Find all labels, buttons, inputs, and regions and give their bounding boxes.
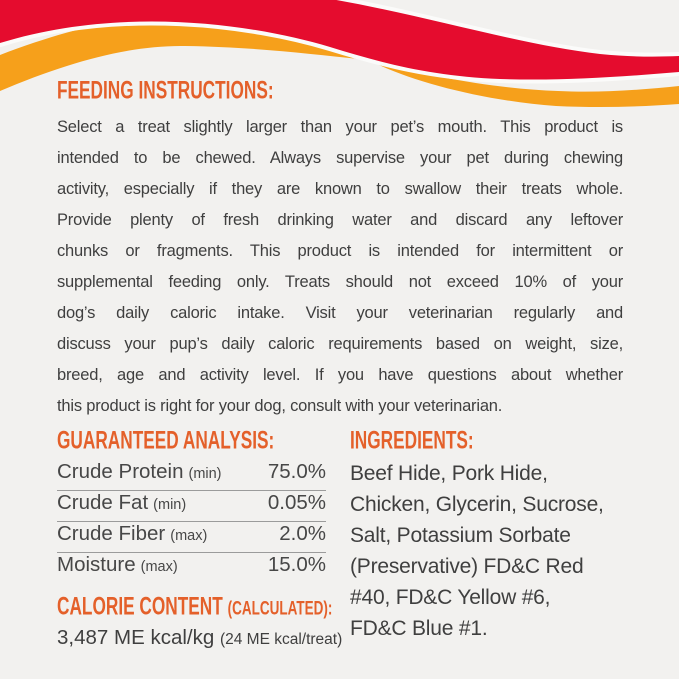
calorie-heading-qualifier: (CALCULATED):: [227, 597, 333, 619]
analysis-label: Moisture: [57, 553, 136, 576]
text-line: Select a treat slightly larger than your pet’s mouth. This product is: [57, 118, 623, 136]
calorie-per-treat: (24 ME kcal/treat): [219, 631, 343, 648]
ingredient-line: (Preservative) FD&C Red: [350, 555, 584, 578]
ingredient-line: Beef Hide, Pork Hide,: [350, 462, 548, 485]
analysis-row: [57, 553, 326, 583]
guaranteed-analysis-heading-text: GUARANTEED ANALYSIS:: [57, 425, 275, 454]
analysis-row: [57, 460, 326, 491]
ingredient-line: FD&C Blue #1.: [350, 617, 488, 640]
analysis-value: 0.05%: [267, 491, 326, 514]
analysis-qualifier: (min): [188, 466, 222, 482]
text-line: discuss your pup’s daily caloric requirements based on weight, size,: [57, 335, 623, 353]
guaranteed-analysis-heading: [57, 425, 347, 454]
text-line: activity, especially if they are known to swallow their treats whole.: [57, 180, 623, 198]
analysis-qualifier: (max): [170, 528, 208, 544]
analysis-qualifier: (min): [153, 497, 187, 513]
analysis-qualifier: (max): [140, 559, 178, 575]
ingredients-heading-text: INGREDIENTS:: [350, 425, 474, 454]
ingredient-line: Chicken, Glycerin, Sucrose,: [350, 493, 604, 516]
calorie-heading-main: CALORIE CONTENT: [57, 591, 223, 620]
analysis-row: [57, 522, 326, 553]
feeding-instructions-heading: [57, 75, 346, 104]
calorie-content-heading-text: [57, 593, 332, 621]
text-line: this product is right for your dog, consult with your veterinarian.: [57, 397, 503, 415]
calorie-value: 3,487 ME kcal/kg: [57, 626, 215, 649]
calorie-value-line: [57, 626, 342, 650]
ingredient-line: #40, FD&C Yellow #6,: [350, 586, 551, 609]
ingredients-text: [350, 458, 670, 644]
feeding-instructions-text: [57, 112, 623, 422]
analysis-label: Crude Fiber: [57, 522, 166, 545]
text-line: breed, age and activity level. If you have questions about whether: [57, 366, 623, 384]
feeding-instructions-heading-text: FEEDING INSTRUCTIONS:: [57, 75, 274, 104]
ingredient-line: Salt, Potassium Sorbate: [350, 524, 571, 547]
text-line: supplemental feeding only. Treats should not exceed 10% of your: [57, 273, 623, 291]
analysis-value: 2.0%: [279, 522, 326, 545]
analysis-label: Crude Protein: [57, 460, 184, 483]
analysis-value: 75.0%: [267, 460, 326, 483]
analysis-row: [57, 491, 326, 522]
top-swoosh-graphic: [0, 0, 679, 125]
text-line: dog’s daily caloric intake. Visit your veterinarian regularly and: [57, 304, 623, 322]
analysis-label: Crude Fat: [57, 491, 149, 514]
text-line: chunks or fragments. This product is intended for intermittent or: [57, 242, 623, 260]
text-line: intended to be chewed. Always supervise your pet during chewing: [57, 149, 623, 167]
analysis-table: [57, 460, 326, 583]
analysis-value: 15.0%: [267, 553, 326, 576]
ingredients-heading: [350, 425, 515, 454]
text-line: Provide plenty of fresh drinking water and discard any leftover: [57, 211, 623, 229]
